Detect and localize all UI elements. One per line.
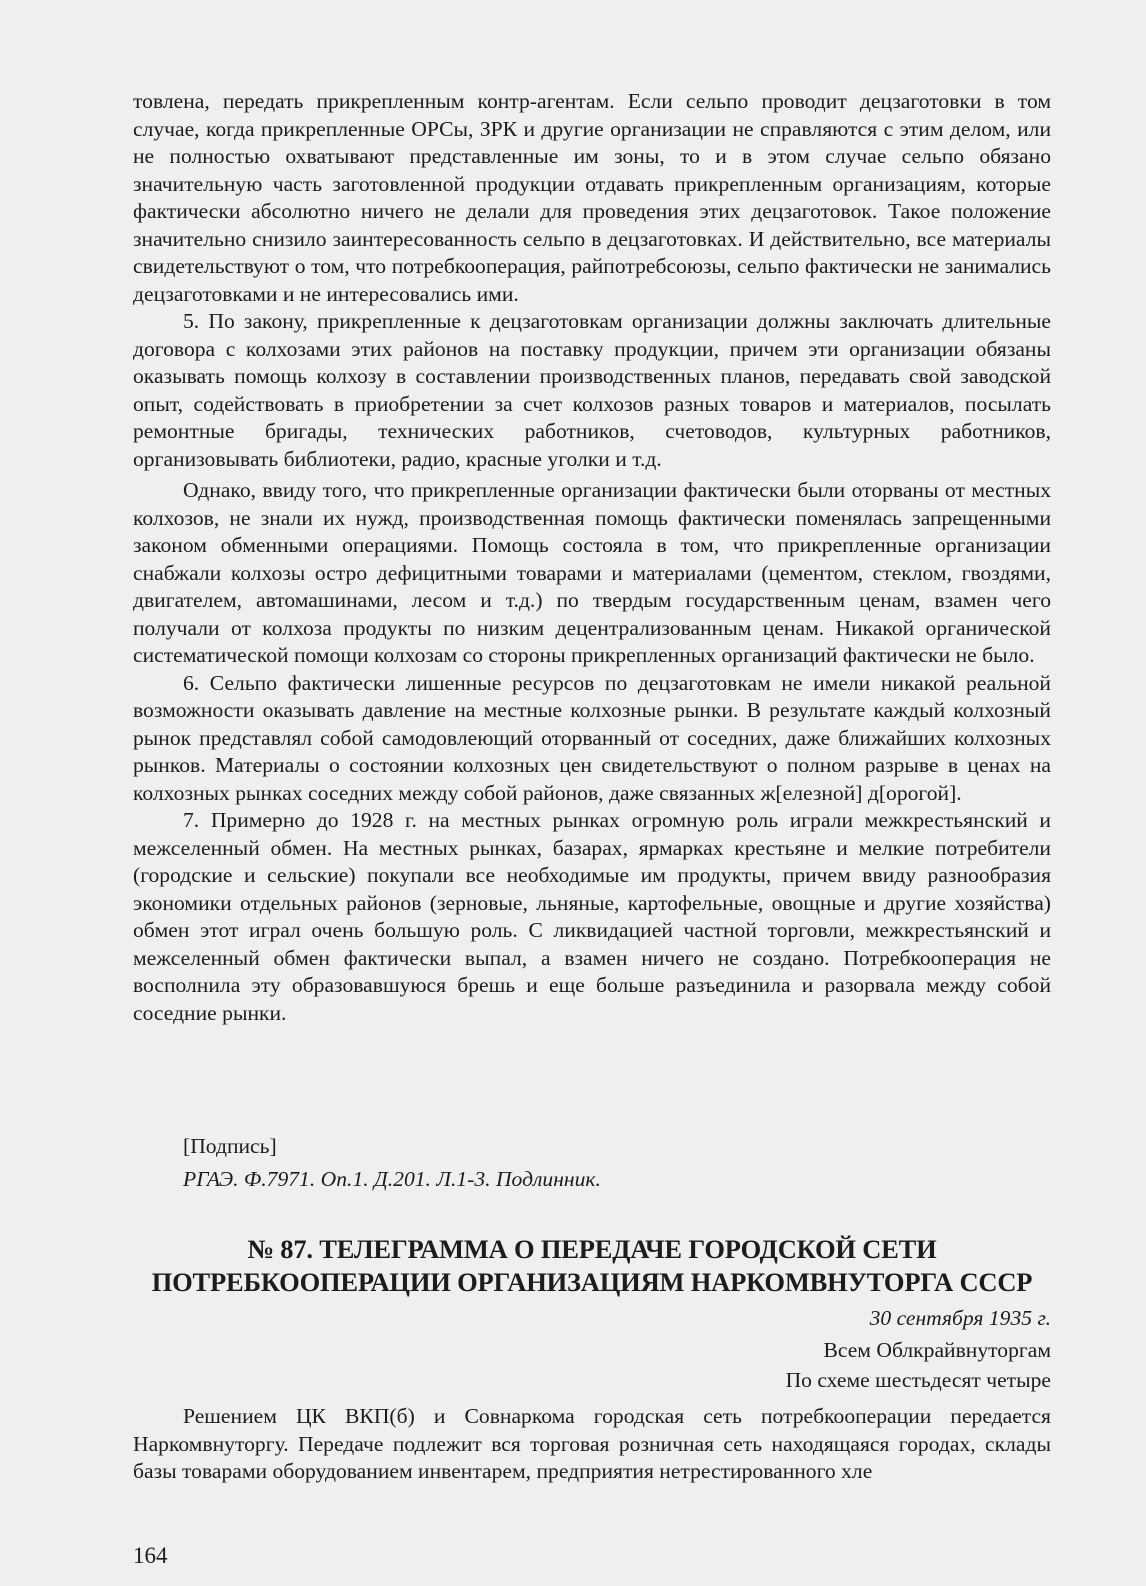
telegram-paragraph: Решением ЦК ВКП(б) и Совнаркома городская сеть потребкооперации передается Наркомвнуторгу. Передаче подлежит вся торговая розничная сеть находящаяся городах, склады базы товарами оборудованием инвентарем, предприятия нетрестированного хле <box>133 1404 1051 1483</box>
archive-source: РГАЭ. Ф.7971. Оп.1. Д.201. Л.1-3. Подлинник. <box>183 1167 601 1191</box>
paragraph-continuation: товлена, передать прикрепленным контр-агентам. Если сельпо проводит децзаготовки в том случае, когда прикрепленные ОРСы, ЗРК и другие организации не справляются с этим делом, или не полностью охватывают представленные им зоны, то и в этом случае сельпо обязано значительную часть заготовленной продукции отдавать прикрепленным организациям, которые фактически абсолютно ничего не делали для проведения этих децзаготовок. Такое положение значительно снизило заинтересованность сельпо в децзаготовках. И действительно, все материалы свидетельствуют о том, что потребкооперация, райпотребсоюзы, сельпо фактически не занимались децзаготовками и не интересовались ими. <box>133 89 1051 306</box>
signature-note: [Подпись] <box>183 1134 277 1158</box>
telegram-text <box>133 1403 1051 1486</box>
paragraph-however: Однако, ввиду того, что прикрепленные организации фактически были оторваны от местных колхозов, не знали их нужд, производственная помощь фактически поменялась запрещенными законом обменными операциями. Помощь состояла в том, что прикрепленные организации снабжали колхозы остро дефицитными товарами и материалами (цементом, стеклом, гвоздями, двигателем, автомашинами, лесом и т.д.) по твердым государственным ценам, взамен чего получали от колхоза продукты по низким децентрализованным ценам. Никакой органической систематической помощи колхозам со стороны прикрепленных организаций фактически не было. <box>133 478 1051 667</box>
paragraph-point-7: 7. Примерно до 1928 г. на местных рынках огромную роль играли межкрестьянский и межселенный обмен. На местных рынках, базарах, ярмарках крестьяне и мелкие потребители (городские и сельские) покупали все необходимые им продукты, причем ввиду разнообразия экономики отдельных районов (зерновые, льняные, картофельные, овощные и другие хозяйства) обмен этот играл очень большую роль. С ликвидацией частной торговли, межкрестьянский и межселенный обмен фактически выпал, а взамен ничего не создано. Потребкооперация не восполнила эту образовавшуюся брешь и еще больше разъединила и разорвала между собой соседние рынки. <box>133 808 1051 1025</box>
document-title: № 87. ТЕЛЕГРАММА О ПЕРЕДАЧЕ ГОРОДСКОЙ СЕТИ ПОТРЕБКООПЕРАЦИИ ОРГАНИЗАЦИЯМ НАРКОМВНУТОРГА СССР <box>151 1234 1033 1297</box>
paragraph-point-5: 5. По закону, прикрепленные к децзаготовкам организации должны заключать длительные договора с колхозами этих районов на поставку продукции, причем эти организации обязаны оказывать помощь колхозу в составлении производственных планов, передавать свой заводской опыт, содействовать в приобретении за счет колхозов разных товаров и материалов, посылать ремонтные бригады, технических работников, счетоводов, культурных работников, организовывать библиотеки, радио, красные уголки и т.д. <box>133 309 1051 471</box>
document-date: 30 сентября 1935 г. <box>869 1306 1051 1330</box>
paragraph-point-6: 6. Сельпо фактически лишенные ресурсов по децзаготовкам не имели никакой реальной возможности оказывать давление на местные колхозные рынки. В результате каждый колхозный рынок представлял собой самодовлеющий оторванный от соседних, даже ближайших колхозных рынков. Материалы о состоянии колхозных цен свидетельствуют о полном разрыве в ценах на колхозных рынках соседних между собой районов, даже связанных ж[елезной] д[орогой]. <box>133 670 1051 805</box>
document-scheme: По схеме шестьдесят четыре <box>785 1368 1051 1392</box>
body-text <box>133 88 1051 1027</box>
document-addressee: Всем Облкрайвнуторгам <box>823 1338 1051 1362</box>
page-number: 164 <box>133 1543 168 1568</box>
